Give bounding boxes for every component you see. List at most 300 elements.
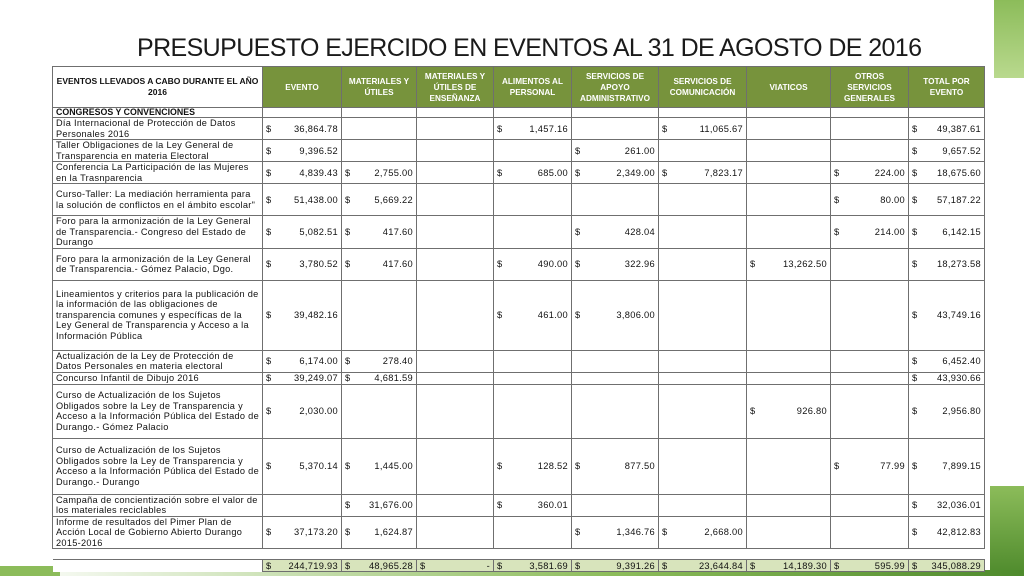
currency-symbol: $ — [575, 310, 581, 320]
table-row — [53, 216, 985, 249]
currency-symbol: $ — [834, 461, 840, 471]
amount-value: 6,174.00 — [299, 356, 338, 366]
amount-cell — [263, 384, 342, 438]
amount-value: 417.60 — [382, 226, 413, 237]
amount-cell — [342, 350, 417, 372]
event-name: Concurso Infantil de Dibujo 2016 — [53, 372, 263, 384]
table-row — [53, 372, 985, 384]
amount-value: 13,262.50 — [782, 259, 827, 269]
amount-value: 18,675.60 — [936, 167, 981, 178]
amount-cell — [572, 280, 659, 350]
amount-value: 77.99 — [880, 461, 905, 471]
spacer-cell — [417, 549, 494, 560]
event-name: Lineamientos y criterios para la publicación de la información de las obligaciones de transparencia comunes y específicas de la Ley General de Transparencia y Acceso a la Información Pública — [53, 280, 263, 350]
currency-symbol: $ — [575, 145, 581, 156]
section-label: CONGRESOS Y CONVENCIONES — [53, 108, 263, 118]
currency-symbol: $ — [750, 406, 756, 416]
event-name: Día Internacional de Protección de Datos Personales 2016 — [53, 118, 263, 140]
amount-value: 3,780.52 — [299, 259, 338, 269]
spacer-cell — [494, 549, 572, 560]
currency-symbol: $ — [420, 560, 426, 571]
empty-cell — [747, 216, 831, 249]
amount-value: 224.00 — [874, 167, 905, 178]
table-row — [53, 118, 985, 140]
amount-value: 42,812.83 — [936, 527, 981, 538]
currency-symbol: $ — [575, 461, 581, 471]
amount-cell — [494, 162, 572, 184]
amount-value: 595.99 — [874, 560, 905, 571]
amount-value: 1,445.00 — [374, 461, 413, 471]
amount-cell — [263, 162, 342, 184]
currency-symbol: $ — [834, 194, 840, 205]
empty-cell — [417, 280, 494, 350]
amount-value: 5,669.22 — [374, 194, 413, 205]
currency-symbol: $ — [912, 226, 918, 237]
currency-symbol: $ — [345, 167, 351, 178]
amount-value: 428.04 — [624, 226, 655, 237]
currency-symbol: $ — [345, 194, 351, 205]
amount-cell — [747, 384, 831, 438]
currency-symbol: $ — [575, 560, 581, 571]
table-header-row — [53, 67, 985, 108]
amount-cell — [494, 118, 572, 140]
column-header: ALIMENTOS AL PERSONAL — [494, 67, 572, 108]
currency-symbol: $ — [266, 560, 272, 571]
amount-value: 9,391.26 — [616, 560, 655, 571]
amount-cell — [572, 216, 659, 249]
amount-cell — [909, 216, 985, 249]
empty-cell — [342, 118, 417, 140]
currency-symbol: $ — [266, 461, 272, 471]
currency-symbol: $ — [750, 259, 756, 269]
amount-cell — [909, 118, 985, 140]
table-row — [53, 280, 985, 350]
amount-value: 43,930.66 — [936, 373, 981, 383]
currency-symbol: $ — [912, 500, 918, 510]
currency-symbol: $ — [834, 167, 840, 178]
empty-cell — [572, 108, 659, 118]
amount-value: 39,482.16 — [293, 310, 338, 320]
empty-cell — [494, 216, 572, 249]
table-row — [53, 162, 985, 184]
amount-cell — [909, 248, 985, 280]
empty-cell — [747, 372, 831, 384]
amount-cell — [831, 162, 909, 184]
amount-value: 9,657.52 — [942, 145, 981, 156]
event-name: Foro para la armonización de la Ley General de Transparencia.- Congreso del Estado de Durango — [53, 216, 263, 249]
empty-cell — [494, 384, 572, 438]
empty-cell — [417, 118, 494, 140]
total-cell — [909, 560, 985, 572]
empty-cell — [494, 350, 572, 372]
amount-value: 43,749.16 — [936, 310, 981, 320]
amount-value: 4,839.43 — [299, 167, 338, 178]
amount-cell — [342, 516, 417, 549]
empty-cell — [659, 384, 747, 438]
currency-symbol: $ — [345, 356, 351, 366]
empty-cell — [417, 350, 494, 372]
amount-value: 128.52 — [537, 461, 568, 471]
column-header: SERVICIOS DE COMUNICACIÓN — [659, 67, 747, 108]
amount-value: 6,452.40 — [942, 356, 981, 366]
empty-cell — [831, 108, 909, 118]
empty-cell — [831, 384, 909, 438]
empty-cell — [417, 108, 494, 118]
amount-cell — [342, 162, 417, 184]
total-cell — [342, 560, 417, 572]
currency-symbol: $ — [912, 310, 918, 320]
amount-cell — [909, 494, 985, 516]
empty-cell — [417, 494, 494, 516]
total-cell — [747, 560, 831, 572]
amount-cell — [572, 162, 659, 184]
empty-cell — [572, 350, 659, 372]
amount-value: 244,719.93 — [288, 560, 338, 571]
empty-cell — [342, 384, 417, 438]
empty-cell — [909, 108, 985, 118]
currency-symbol: $ — [912, 123, 918, 134]
amount-value: - — [486, 560, 490, 571]
amount-value: 57,187.22 — [936, 194, 981, 205]
currency-symbol: $ — [575, 259, 581, 269]
amount-cell — [659, 118, 747, 140]
amount-cell — [909, 140, 985, 162]
empty-cell — [572, 118, 659, 140]
total-cell — [831, 560, 909, 572]
empty-cell — [831, 118, 909, 140]
empty-cell — [494, 140, 572, 162]
amount-cell — [494, 494, 572, 516]
spacer-cell — [572, 549, 659, 560]
column-header: EVENTOS LLEVADOS A CABO DURANTE EL AÑO 2016 — [53, 67, 263, 108]
currency-symbol: $ — [834, 560, 840, 571]
amount-cell — [342, 438, 417, 494]
amount-value: 214.00 — [874, 226, 905, 237]
currency-symbol: $ — [497, 123, 503, 134]
amount-cell — [659, 162, 747, 184]
amount-cell — [263, 248, 342, 280]
currency-symbol: $ — [266, 310, 272, 320]
table-row — [53, 384, 985, 438]
empty-cell — [747, 280, 831, 350]
amount-value: 1,457.16 — [529, 123, 568, 134]
empty-cell — [659, 216, 747, 249]
amount-value: 80.00 — [880, 194, 905, 205]
amount-value: 4,681.59 — [374, 373, 413, 383]
empty-cell — [659, 184, 747, 216]
currency-symbol: $ — [662, 527, 668, 538]
amount-cell — [909, 516, 985, 549]
amount-value: 6,142.15 — [942, 226, 981, 237]
column-header: SERVICIOS DE APOYO ADMINISTRATIVO — [572, 67, 659, 108]
empty-cell — [747, 140, 831, 162]
empty-cell — [747, 108, 831, 118]
amount-value: 261.00 — [624, 145, 655, 156]
currency-symbol: $ — [497, 259, 503, 269]
currency-symbol: $ — [834, 226, 840, 237]
currency-symbol: $ — [750, 560, 756, 571]
amount-value: 2,668.00 — [704, 527, 743, 538]
decorative-green-band-bottom — [990, 486, 1024, 576]
amount-cell — [263, 184, 342, 216]
empty-cell — [417, 140, 494, 162]
amount-cell — [659, 516, 747, 549]
spacer-row — [53, 549, 985, 560]
amount-value: 345,088.29 — [931, 560, 981, 571]
amount-value: 461.00 — [537, 310, 568, 320]
table-row — [53, 438, 985, 494]
empty-cell — [417, 384, 494, 438]
empty-cell — [831, 516, 909, 549]
currency-symbol: $ — [662, 167, 668, 178]
amount-value: 2,956.80 — [942, 406, 981, 416]
amount-value: 490.00 — [537, 259, 568, 269]
amount-cell — [263, 438, 342, 494]
amount-cell — [572, 140, 659, 162]
currency-symbol: $ — [662, 123, 668, 134]
empty-cell — [659, 108, 747, 118]
amount-value: 278.40 — [382, 356, 413, 366]
currency-symbol: $ — [912, 406, 918, 416]
event-name: Campaña de concientización sobre el valor de los materiales reciclables — [53, 494, 263, 516]
currency-symbol: $ — [497, 310, 503, 320]
total-cell — [494, 560, 572, 572]
amount-cell — [494, 438, 572, 494]
currency-symbol: $ — [662, 560, 668, 571]
amount-cell — [494, 248, 572, 280]
amount-cell — [342, 216, 417, 249]
event-name: Actualización de la Ley de Protección de Datos Personales en materia electoral — [53, 350, 263, 372]
table-row — [53, 516, 985, 549]
currency-symbol: $ — [912, 167, 918, 178]
amount-value: 23,644.84 — [698, 560, 743, 571]
amount-cell — [342, 184, 417, 216]
amount-value: 39,249.07 — [293, 373, 338, 383]
amount-value: 11,065.67 — [699, 123, 743, 134]
decorative-green-band-top — [994, 0, 1024, 78]
amount-cell — [263, 118, 342, 140]
amount-cell — [909, 280, 985, 350]
currency-symbol: $ — [345, 560, 351, 571]
currency-symbol: $ — [345, 461, 351, 471]
currency-symbol: $ — [912, 356, 918, 366]
total-cell — [417, 560, 494, 572]
amount-cell — [831, 184, 909, 216]
currency-symbol: $ — [912, 145, 918, 156]
empty-cell — [417, 372, 494, 384]
amount-value: 2,755.00 — [374, 167, 413, 178]
amount-value: 14,189.30 — [782, 560, 827, 571]
empty-cell — [747, 118, 831, 140]
event-name: Informe de resultados del Pimer Plan de Acción Local de Gobierno Abierto Durango 2015-2016 — [53, 516, 263, 549]
empty-cell — [747, 184, 831, 216]
currency-symbol: $ — [497, 461, 503, 471]
currency-symbol: $ — [497, 500, 503, 510]
currency-symbol: $ — [266, 167, 272, 178]
empty-cell — [572, 372, 659, 384]
spacer-cell — [659, 549, 747, 560]
amount-cell — [263, 140, 342, 162]
empty-cell — [494, 516, 572, 549]
amount-cell — [342, 494, 417, 516]
event-name: Curso-Taller: La mediación herramienta para la solución de conflictos en el ámbito escolar" — [53, 184, 263, 216]
amount-cell — [909, 184, 985, 216]
total-cell — [572, 560, 659, 572]
amount-value: 7,823.17 — [704, 167, 743, 178]
amount-cell — [263, 516, 342, 549]
currency-symbol: $ — [266, 527, 272, 538]
total-cell — [659, 560, 747, 572]
empty-cell — [747, 162, 831, 184]
amount-value: 417.60 — [382, 259, 413, 269]
amount-value: 51,438.00 — [293, 194, 338, 205]
amount-cell — [909, 384, 985, 438]
empty-cell — [659, 350, 747, 372]
spacer-cell — [263, 549, 342, 560]
amount-value: 926.80 — [796, 406, 827, 416]
currency-symbol: $ — [575, 527, 581, 538]
currency-symbol: $ — [345, 259, 351, 269]
empty-cell — [747, 516, 831, 549]
amount-value: 1,624.87 — [374, 527, 413, 538]
spacer-cell — [747, 549, 831, 560]
currency-symbol: $ — [345, 527, 351, 538]
empty-cell — [659, 280, 747, 350]
currency-symbol: $ — [912, 461, 918, 471]
currency-symbol: $ — [497, 560, 503, 571]
amount-cell — [909, 350, 985, 372]
currency-symbol: $ — [266, 356, 272, 366]
amount-cell — [909, 162, 985, 184]
amount-value: 360.01 — [537, 500, 568, 510]
empty-cell — [659, 494, 747, 516]
total-cell — [263, 560, 342, 572]
currency-symbol: $ — [912, 259, 918, 269]
empty-cell — [53, 560, 263, 572]
currency-symbol: $ — [266, 373, 272, 383]
empty-cell — [831, 140, 909, 162]
page-title: PRESUPUESTO EJERCIDO EN EVENTOS AL 31 DE AGOSTO DE 2016 — [137, 34, 922, 62]
amount-cell — [909, 372, 985, 384]
amount-value: 48,965.28 — [368, 560, 413, 571]
empty-cell — [263, 108, 342, 118]
currency-symbol: $ — [345, 373, 351, 383]
amount-value: 18,273.58 — [936, 259, 981, 269]
currency-symbol: $ — [266, 145, 272, 156]
empty-cell — [659, 140, 747, 162]
table-row — [53, 140, 985, 162]
amount-value: 9,396.52 — [299, 145, 338, 156]
empty-cell — [417, 216, 494, 249]
empty-cell — [831, 248, 909, 280]
empty-cell — [831, 372, 909, 384]
amount-value: 2,349.00 — [616, 167, 655, 178]
event-name: Foro para la armonización de la Ley General de Transparencia.- Gómez Palacio, Dgo. — [53, 248, 263, 280]
currency-symbol: $ — [266, 406, 272, 416]
currency-symbol: $ — [912, 527, 918, 538]
section-row — [53, 108, 985, 118]
amount-cell — [831, 438, 909, 494]
amount-value: 7,899.15 — [942, 461, 981, 471]
amount-cell — [747, 248, 831, 280]
column-header: TOTAL POR EVENTO — [909, 67, 985, 108]
empty-cell — [831, 350, 909, 372]
currency-symbol: $ — [266, 226, 272, 237]
table-row — [53, 248, 985, 280]
spacer-cell — [342, 549, 417, 560]
amount-cell — [342, 248, 417, 280]
empty-cell — [342, 108, 417, 118]
amount-cell — [494, 280, 572, 350]
empty-cell — [417, 184, 494, 216]
amount-value: 5,370.14 — [299, 461, 338, 471]
currency-symbol: $ — [912, 194, 918, 205]
empty-cell — [747, 350, 831, 372]
empty-cell — [659, 372, 747, 384]
column-header: MATERIALES Y ÚTILES DE ENSEÑANZA — [417, 67, 494, 108]
currency-symbol: $ — [266, 194, 272, 205]
amount-value: 32,036.01 — [936, 500, 981, 510]
column-header: EVENTO — [263, 67, 342, 108]
spacer-cell — [831, 549, 909, 560]
empty-cell — [494, 108, 572, 118]
empty-cell — [417, 438, 494, 494]
currency-symbol: $ — [912, 560, 918, 571]
empty-cell — [747, 438, 831, 494]
empty-cell — [417, 516, 494, 549]
empty-cell — [417, 248, 494, 280]
empty-cell — [572, 494, 659, 516]
amount-value: 36,864.78 — [293, 123, 338, 134]
empty-cell — [831, 494, 909, 516]
empty-cell — [494, 372, 572, 384]
amount-cell — [572, 438, 659, 494]
empty-cell — [263, 494, 342, 516]
spacer-cell — [909, 549, 985, 560]
amount-cell — [263, 372, 342, 384]
empty-cell — [494, 184, 572, 216]
table-row — [53, 184, 985, 216]
amount-value: 3,806.00 — [616, 310, 655, 320]
amount-value: 685.00 — [537, 167, 568, 178]
empty-cell — [572, 184, 659, 216]
empty-cell — [747, 494, 831, 516]
budget-table — [52, 66, 985, 572]
column-header: OTROS SERVICIOS GENERALES — [831, 67, 909, 108]
currency-symbol: $ — [266, 123, 272, 134]
column-header: MATERIALES Y ÚTILES — [342, 67, 417, 108]
amount-value: 322.96 — [624, 259, 655, 269]
table-body — [53, 108, 985, 572]
amount-cell — [831, 216, 909, 249]
amount-cell — [909, 438, 985, 494]
amount-value: 5,082.51 — [299, 226, 338, 237]
amount-cell — [342, 372, 417, 384]
column-header: VIATICOS — [747, 67, 831, 108]
currency-symbol: $ — [912, 373, 918, 383]
empty-cell — [659, 248, 747, 280]
amount-value: 1,346.76 — [616, 527, 655, 538]
amount-cell — [572, 248, 659, 280]
empty-cell — [831, 280, 909, 350]
event-name: Curso de Actualización de los Sujetos Obligados sobre la Ley de Transparencia y Acceso a la Información Pública del Estado de Durango.- Gómez Palacio — [53, 384, 263, 438]
amount-value: 877.50 — [624, 461, 655, 471]
amount-value: 31,676.00 — [368, 500, 413, 510]
currency-symbol: $ — [497, 167, 503, 178]
table-row — [53, 350, 985, 372]
empty-cell — [572, 384, 659, 438]
currency-symbol: $ — [345, 226, 351, 237]
